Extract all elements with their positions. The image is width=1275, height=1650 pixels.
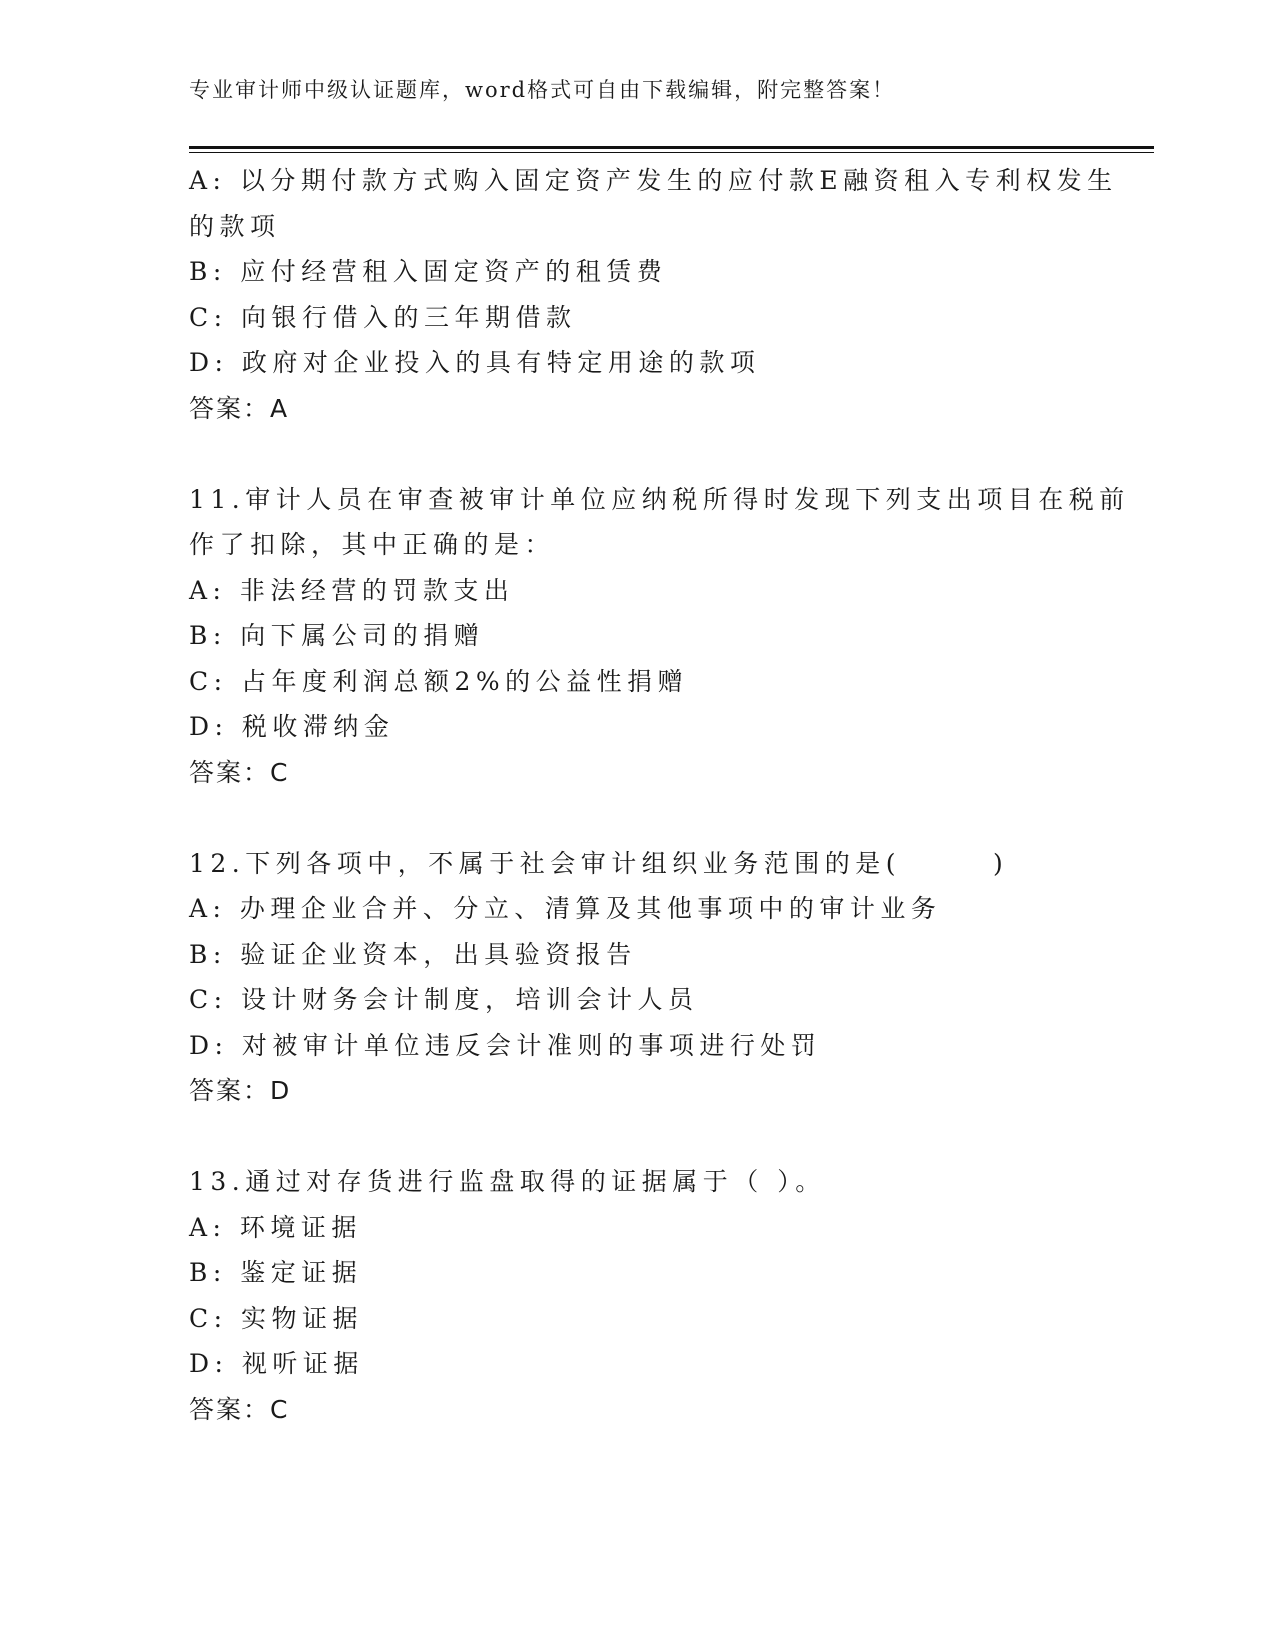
option-a-continued: 的款项 <box>189 211 281 241</box>
option-a: A: 非法经营的罚款支出 <box>189 575 515 605</box>
question-stem-text: 12.下列各项中，不属于社会审计组织业务范围的是( <box>189 848 902 878</box>
question-stem <box>189 841 1089 887</box>
answer: 答案：C <box>189 757 290 787</box>
option-b: B: 验证企业资本，出具验资报告 <box>189 939 637 969</box>
option-d: D: 对被审计单位违反会计准则的事项进行处罚 <box>189 1030 822 1060</box>
header-rule-thin <box>189 152 1154 153</box>
question-12 <box>189 841 1089 1114</box>
question-stem: 11.审计人员在审查被审计单位应纳税所得时发现下列支出项目在税前 <box>189 484 1130 514</box>
option-a: A: 以分期付款方式购入固定资产发生的应付款E融资租入专利权发生 <box>189 166 1118 195</box>
option-d: D: 政府对企业投入的具有特定用途的款项 <box>189 348 761 377</box>
document-body <box>189 158 1130 1432</box>
option-b: B: 向下属公司的捐赠 <box>189 621 485 650</box>
option-b: B: 应付经营租入固定资产的租赁费 <box>189 257 668 286</box>
option-b: B: 鉴定证据 <box>189 1258 363 1287</box>
option-a: A: 环境证据 <box>189 1212 362 1242</box>
option-c: C: 占年度利润总额2%的公益性捐赠 <box>189 666 689 696</box>
answer: 答案：A <box>189 393 290 423</box>
header-rule-thick <box>189 146 1154 149</box>
option-c: C: 向银行借入的三年期借款 <box>189 302 577 332</box>
option-d: D: 税收滞纳金 <box>189 712 395 741</box>
option-c: C: 设计财务会计制度，培训会计人员 <box>189 985 699 1014</box>
question-stem-continued: 作了扣除，其中正确的是： <box>189 530 556 559</box>
question-11 <box>189 477 1130 796</box>
answer: 答案：D <box>189 1076 292 1105</box>
question-13 <box>189 1159 1089 1432</box>
answer: 答案：C <box>189 1394 290 1424</box>
option-c: C: 实物证据 <box>189 1303 363 1333</box>
question-partial <box>189 158 1118 431</box>
question-stem: 13.通过对存货进行监盘取得的证据属于（ ）。 <box>189 1167 826 1196</box>
page-header: 专业审计师中级认证题库，word格式可自由下载编辑，附完整答案！ <box>189 78 896 102</box>
question-stem-close: ) <box>993 848 1009 878</box>
option-a: A: 办理企业合并、分立、清算及其他事项中的审计业务 <box>189 894 942 923</box>
option-d: D: 视听证据 <box>189 1349 364 1378</box>
